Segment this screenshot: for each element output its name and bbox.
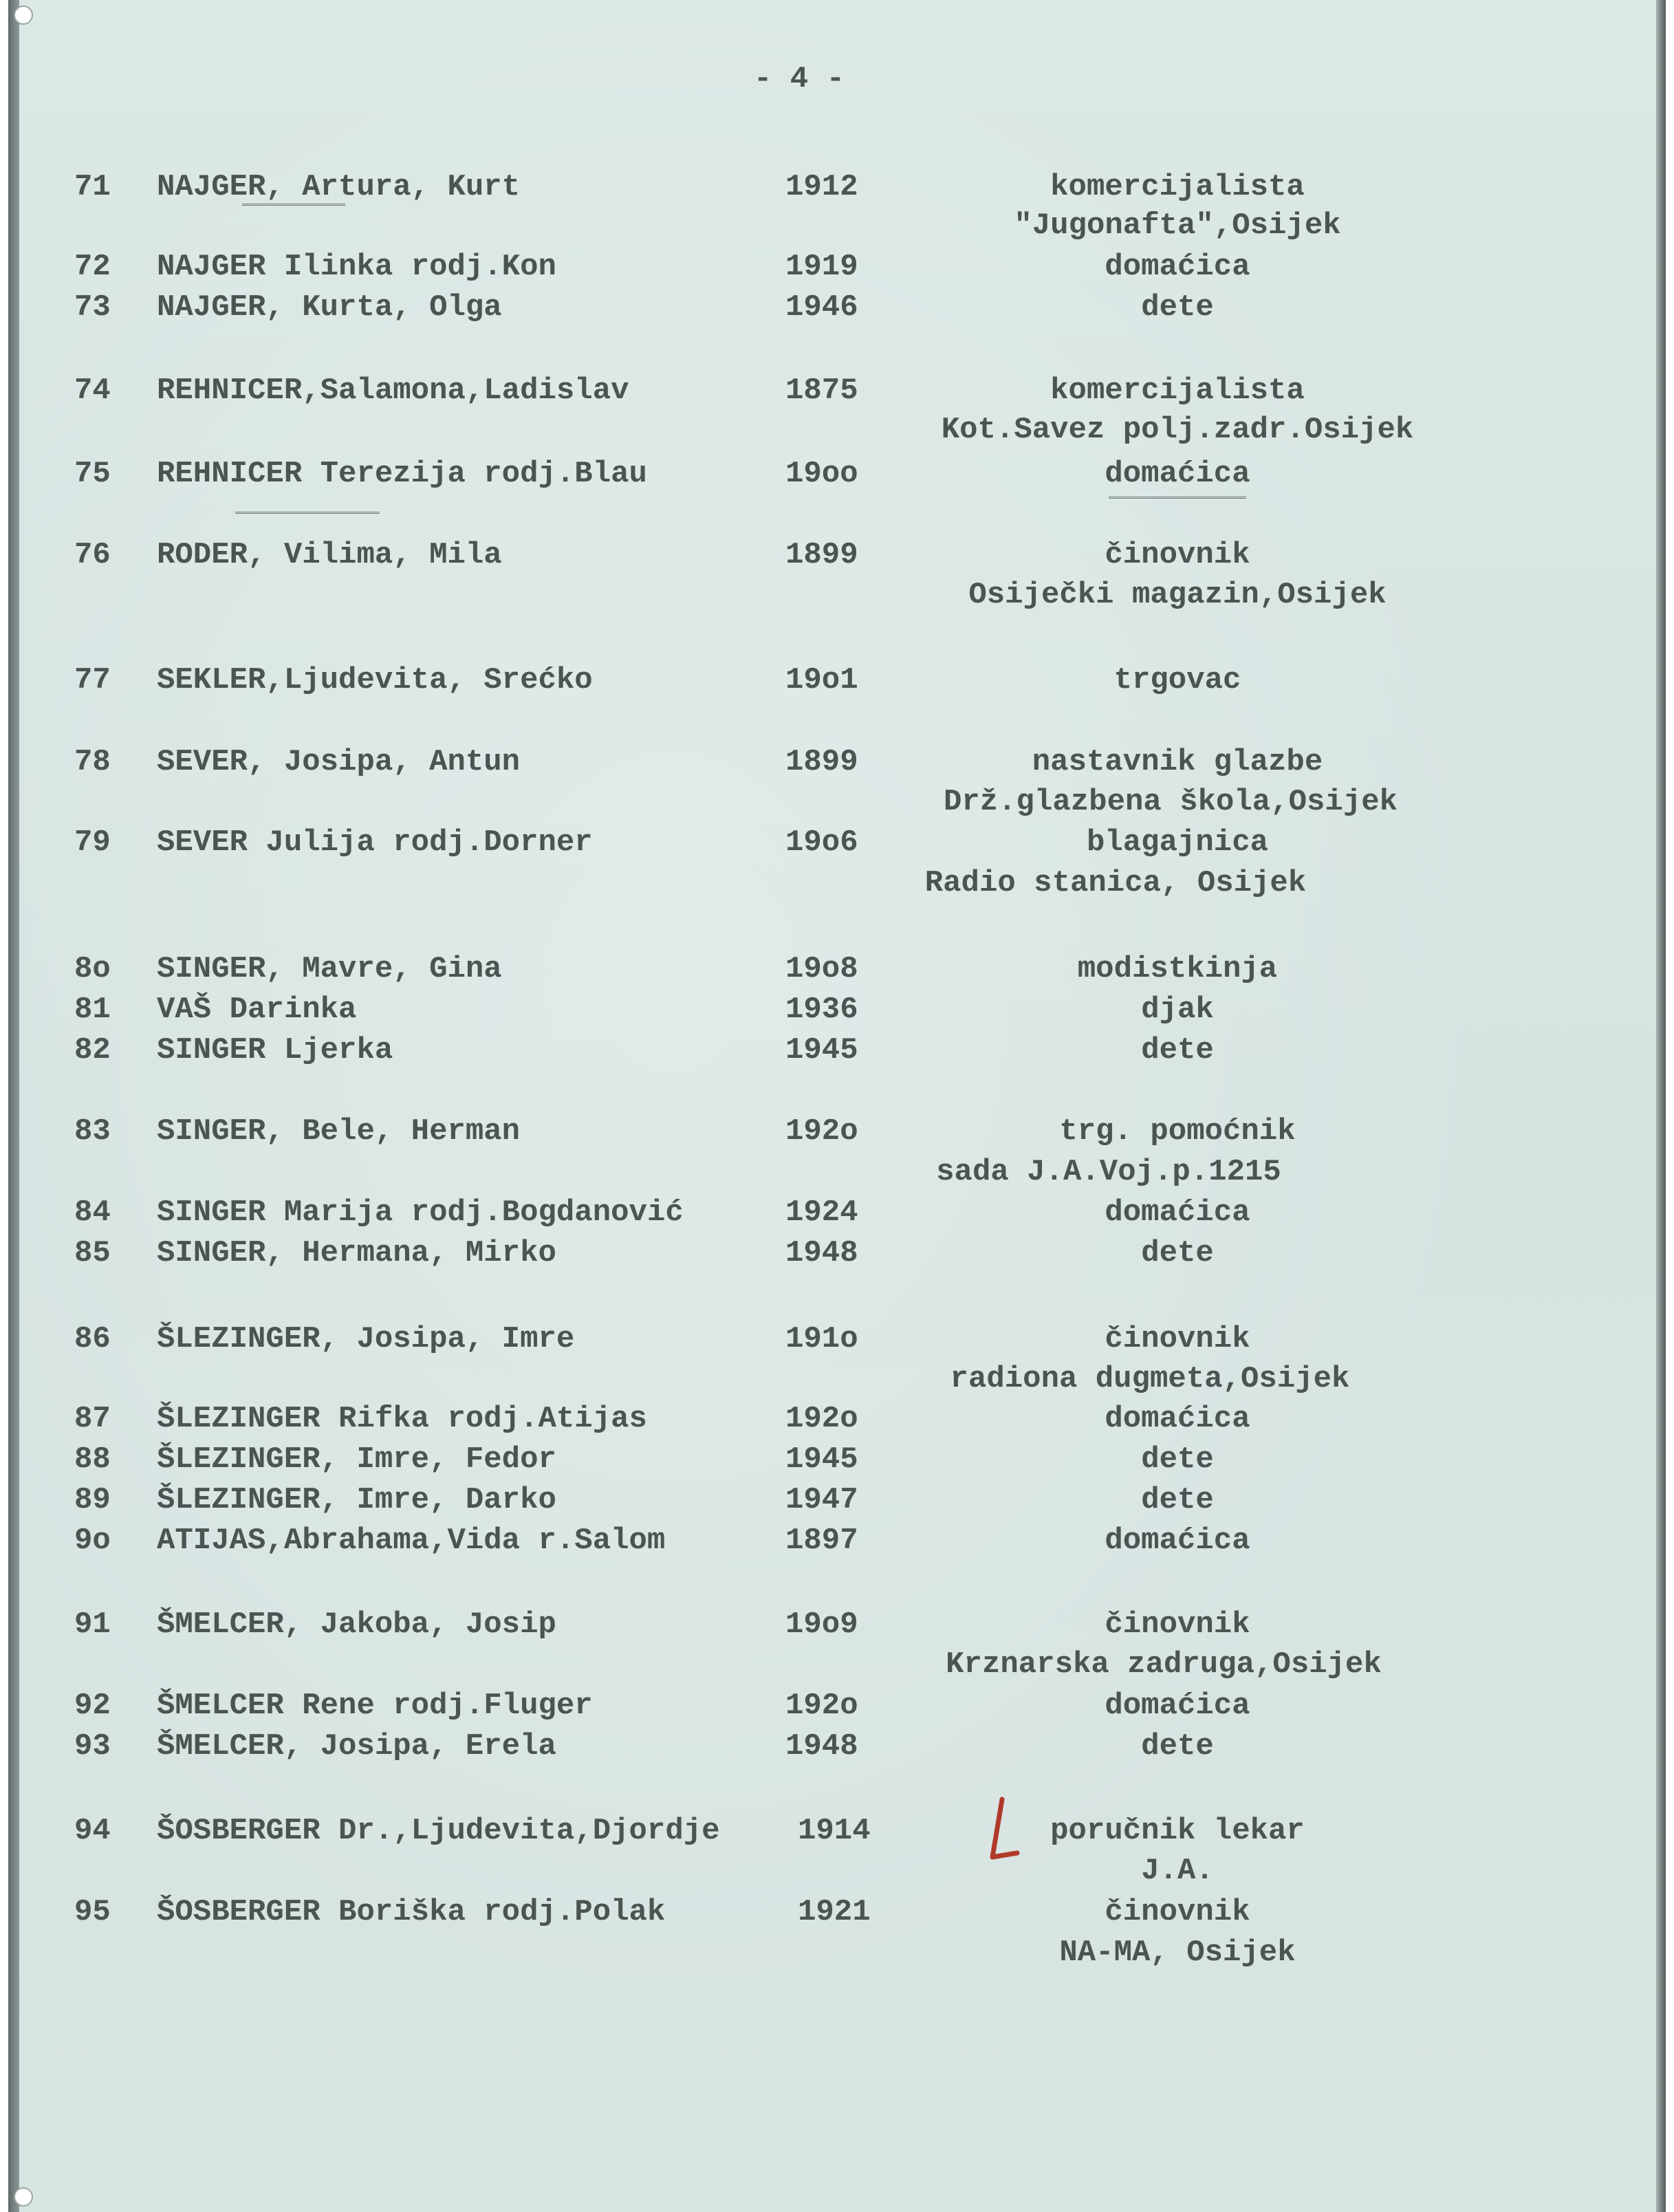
entry-occupation: poručnik lekar	[1050, 1814, 1305, 1848]
entry-number: 75	[74, 457, 111, 491]
entry-number: 79	[74, 825, 111, 860]
entry-number: 82	[74, 1033, 111, 1067]
entry-number: 89	[74, 1483, 111, 1517]
entry-workplace: NA-MA, Osijek	[1059, 1936, 1296, 1970]
entry-occupation: činovnik	[1105, 1895, 1250, 1929]
entry-number: 8o	[74, 952, 111, 986]
entry-occupation: trg. pomoćnik	[1059, 1114, 1296, 1149]
entry-number: 78	[74, 745, 111, 779]
entry-occupation: dete	[1141, 1442, 1214, 1477]
scan-edge-right	[1656, 0, 1666, 2212]
entry-number: 76	[74, 538, 111, 572]
entry-year: 1945	[785, 1033, 858, 1067]
entry-number: 73	[74, 290, 111, 325]
entry-name: NAJGER, Kurta, Olga	[157, 290, 502, 325]
entry-occupation: činovnik	[1105, 538, 1250, 572]
entry-number: 71	[74, 170, 111, 204]
entry-occupation: nastavnik glazbe	[1032, 745, 1323, 779]
entry-year: 1912	[785, 170, 858, 204]
entry-number: 94	[74, 1814, 111, 1848]
entry-occupation: dete	[1141, 1236, 1214, 1270]
entry-name: ŠLEZINGER Rifka rodj.Atijas	[157, 1402, 647, 1436]
entry-number: 77	[74, 663, 111, 697]
entry-occupation: komercijalista	[1050, 170, 1305, 204]
entry-year: 192o	[785, 1114, 858, 1149]
entry-name: REHNICER,Salamona,Ladislav	[157, 373, 629, 408]
entry-year: 1899	[785, 538, 858, 572]
entry-occupation: domaćica	[1105, 1524, 1250, 1558]
entry-year: 19o6	[785, 825, 858, 860]
entry-name: VAŠ Darinka	[157, 993, 357, 1027]
entry-occupation: blagajnica	[1086, 825, 1269, 860]
entry-occupation: domaćica	[1105, 1195, 1250, 1230]
entry-number: 91	[74, 1607, 111, 1642]
punch-hole	[14, 6, 33, 25]
entry-name: NAJGER, Artura, Kurt	[157, 170, 521, 204]
entry-name: ŠMELCER, Jakoba, Josip	[157, 1607, 556, 1642]
entry-year: 1948	[785, 1729, 858, 1764]
entry-year: 1921	[798, 1895, 871, 1929]
entry-number: 72	[74, 250, 111, 284]
entry-year: 1875	[785, 373, 858, 408]
underline-mark	[235, 512, 380, 514]
entry-name: RODER, Vilima, Mila	[157, 538, 502, 572]
entry-year: 19oo	[785, 457, 858, 491]
entry-occupation: komercijalista	[1050, 373, 1305, 408]
entry-occupation: dete	[1141, 290, 1214, 325]
entry-name: SINGER Ljerka	[157, 1033, 393, 1067]
entry-number: 85	[74, 1236, 111, 1270]
entry-occupation: dete	[1141, 1483, 1214, 1517]
punch-hole	[14, 2187, 33, 2206]
entry-occupation: domaćica	[1105, 250, 1250, 284]
entry-name: REHNICER Terezija rodj.Blau	[157, 457, 647, 491]
document-page	[8, 0, 1666, 2212]
entry-year: 1936	[785, 993, 858, 1027]
entry-year: 192o	[785, 1689, 858, 1723]
entry-occupation: dete	[1141, 1033, 1214, 1067]
entry-occupation: domaćica	[1105, 457, 1250, 491]
entry-workplace: Kot.Savez polj.zadr.Osijek	[941, 413, 1414, 447]
entry-name: ŠMELCER, Josipa, Erela	[157, 1729, 556, 1764]
entry-occupation: činovnik	[1105, 1607, 1250, 1642]
entry-number: 92	[74, 1689, 111, 1723]
entry-workplace: sada J.A.Voj.p.1215	[936, 1155, 1281, 1189]
entry-name: SEVER Julija rodj.Dorner	[157, 825, 593, 860]
entry-number: 88	[74, 1442, 111, 1477]
entry-name: SINGER, Hermana, Mirko	[157, 1236, 556, 1270]
entry-year: 19o9	[785, 1607, 858, 1642]
red-pencil-mark	[981, 1797, 1023, 1868]
entry-year: 19o1	[785, 663, 858, 697]
entry-year: 192o	[785, 1402, 858, 1436]
entry-workplace: Drž.glazbena škola,Osijek	[943, 785, 1398, 819]
entry-workplace: radiona dugmeta,Osijek	[950, 1362, 1350, 1396]
entry-name: ŠLEZINGER, Imre, Darko	[157, 1483, 556, 1517]
entry-name: ŠOSBERGER Dr.,Ljudevita,Djordje	[157, 1814, 720, 1848]
underline-mark	[242, 204, 345, 206]
entry-year: 1914	[798, 1814, 871, 1848]
entry-occupation: domaćica	[1105, 1402, 1250, 1436]
entry-year: 1947	[785, 1483, 858, 1517]
entry-occupation: činovnik	[1105, 1322, 1250, 1356]
entry-workplace: Radio stanica, Osijek	[924, 866, 1307, 900]
entry-number: 9o	[74, 1524, 111, 1558]
scan-edge-left	[8, 0, 19, 2212]
entry-name: ŠLEZINGER, Imre, Fedor	[157, 1442, 556, 1477]
entry-number: 84	[74, 1195, 111, 1230]
entry-number: 74	[74, 373, 111, 408]
entry-name: ŠMELCER Rene rodj.Fluger	[157, 1689, 593, 1723]
entry-workplace: Krznarska zadruga,Osijek	[946, 1647, 1382, 1682]
entry-name: ŠLEZINGER, Josipa, Imre	[157, 1322, 575, 1356]
underline-mark	[1109, 497, 1246, 499]
entry-occupation: djak	[1141, 993, 1214, 1027]
entry-number: 93	[74, 1729, 111, 1764]
entry-year: 191o	[785, 1322, 858, 1356]
entry-year: 1899	[785, 745, 858, 779]
entry-number: 86	[74, 1322, 111, 1356]
entry-year: 1919	[785, 250, 858, 284]
entry-number: 87	[74, 1402, 111, 1436]
entry-occupation: trgovac	[1113, 663, 1241, 697]
entry-year: 1924	[785, 1195, 858, 1230]
entry-workplace: J.A.	[1141, 1854, 1214, 1888]
entry-number: 95	[74, 1895, 111, 1929]
entry-year: 1946	[785, 290, 858, 325]
page-number: - 4 -	[753, 62, 845, 96]
entry-occupation: modistkinja	[1077, 952, 1278, 986]
entry-name: NAJGER Ilinka rodj.Kon	[157, 250, 556, 284]
entry-name: SINGER, Mavre, Gina	[157, 952, 502, 986]
entry-number: 81	[74, 993, 111, 1027]
entry-workplace: Osiječki magazin,Osijek	[968, 578, 1387, 612]
entry-name: SEKLER,Ljudevita, Srećko	[157, 663, 593, 697]
entry-year: 1897	[785, 1524, 858, 1558]
entry-occupation: domaćica	[1105, 1689, 1250, 1723]
entry-year: 1948	[785, 1236, 858, 1270]
entry-workplace: "Jugonafta",Osijek	[1014, 208, 1341, 243]
entry-name: SINGER Marija rodj.Bogdanović	[157, 1195, 684, 1230]
entry-occupation: dete	[1141, 1729, 1214, 1764]
entry-name: ŠOSBERGER Boriška rodj.Polak	[157, 1895, 666, 1929]
entry-name: ATIJAS,Abrahama,Vida r.Salom	[157, 1524, 666, 1558]
entry-year: 19o8	[785, 952, 858, 986]
entry-name: SINGER, Bele, Herman	[157, 1114, 521, 1149]
entry-number: 83	[74, 1114, 111, 1149]
entry-year: 1945	[785, 1442, 858, 1477]
entry-name: SEVER, Josipa, Antun	[157, 745, 521, 779]
